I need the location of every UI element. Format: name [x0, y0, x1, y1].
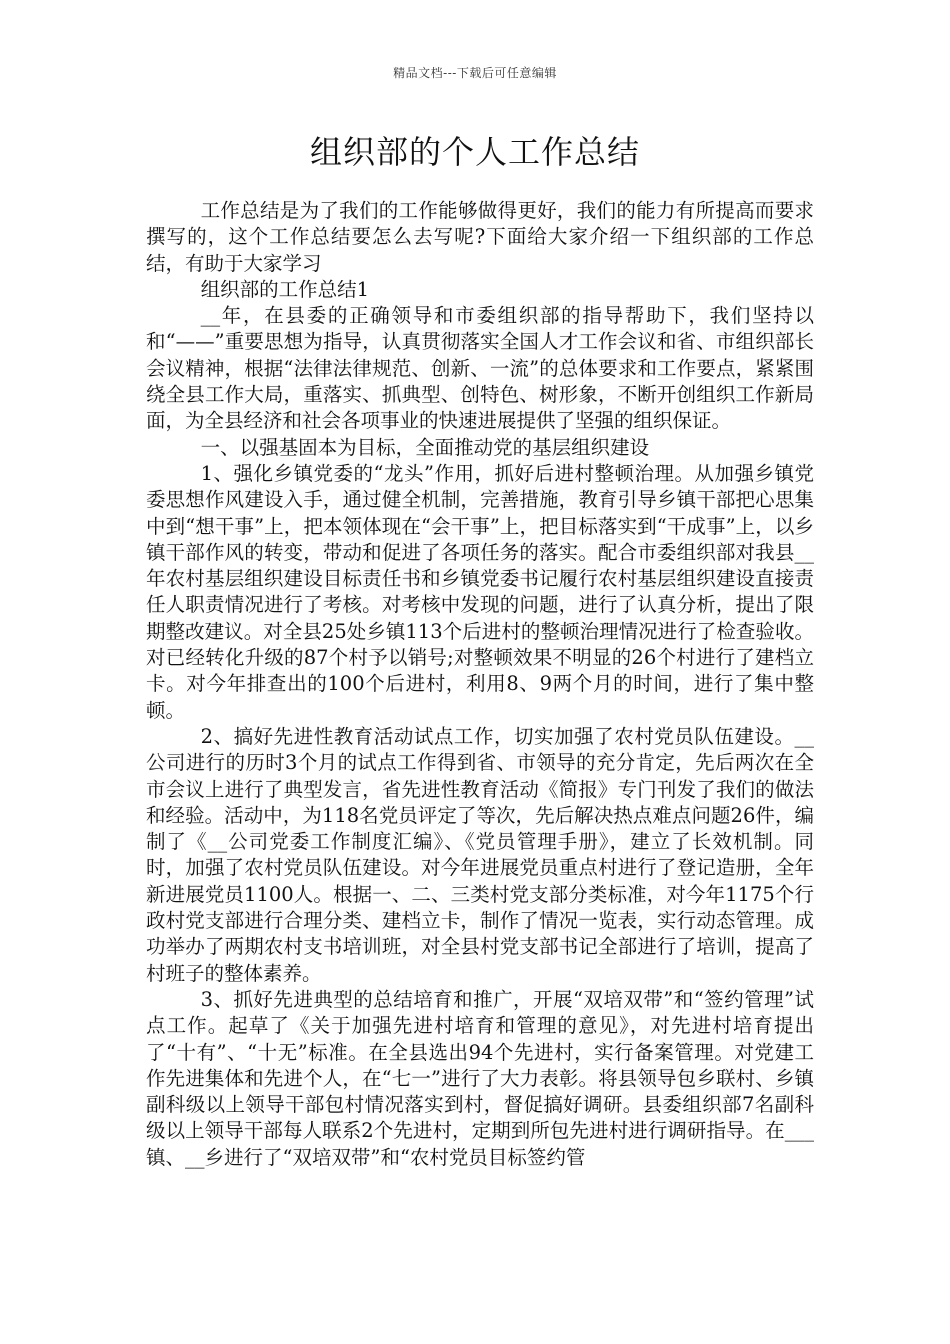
body-paragraph: 2、搞好先进性教育活动试点工作，切实加强了农村党员队伍建设。__公司进行的历时3个月的试点工作得到省、市领导的充分肯定，先后两次在全市会议上进行了典型发言，省先进性教育活动《简报》专门刊发了我们的做法和经验。活动中，为118名党员评定了等次，先后解决热点难点问题26件，编制了《__公司党委工作制度汇编》、《党员管理手册》，建立了长效机制。同时，加强了农村党员队伍建设。对今年进展党员重点村进行了登记造册，全年新进展党员1100人。根据一、二、三类村党支部分类标准，对今年1175个行政村党支部进行合理分类、建档立卡，制作了情况一览表，实行动态管理。成功举办了两期农村支书培训班，对全县村党支部书记全部进行了培训，提高了村班子的整体素养。 — [146, 724, 814, 985]
body-paragraph: __年，在县委的正确领导和市委组织部的指导帮助下，我们坚持以和“——”重要思想为指导，认真贯彻落实全国人才工作会议和省、市组织部长会议精神，根据“法律法律规范、创新、一流”的总体要求和工作要点，紧紧围绕全县工作大局，重落实、抓典型、创特色、树形象，不断开创组织工作新局面，为全县经济和社会各项事业的快速进展提供了坚强的组织保证。 — [146, 304, 814, 433]
body-paragraph: 1、强化乡镇党委的“龙头”作用，抓好后进村整顿治理。从加强乡镇党委思想作风建设入手，通过健全机制，完善措施，教育引导乡镇干部把心思集中到“想干事”上，把本领体现在“会干事”上，把目标落实到“干成事”上，以乡镇干部作风的转变，带动和促进了各项任务的落实。配合市委组织部对我县__年农村基层组织建设目标责任书和乡镇党委书记履行农村基层组织建设直接责任人职责情况进行了考核。对考核中发现的问题，进行了认真分析，提出了限期整改建议。对全县25处乡镇113个后进村的整顿治理情况进行了检查验收。对已经转化升级的87个村予以销号;对整顿效果不明显的26个村进行了建档立卡。对今年排查出的100个后进村，利用8、9两个月的时间，进行了集中整顿。 — [146, 461, 814, 722]
section-heading: 组织部的工作总结1 — [200, 277, 370, 301]
document-title: 组织部的个人工作总结 — [309, 133, 640, 171]
subsection-heading: 一、以强基固本为目标，全面推动党的基层组织建设 — [200, 435, 650, 459]
intro-paragraph: 工作总结是为了我们的工作能够做得更好，我们的能力有所提高而要求撰写的，这个工作总结要怎么去写呢?下面给大家介绍一下组织部的工作总结，有助于大家学习 — [146, 199, 814, 275]
body-paragraph: 3、抓好先进典型的总结培育和推广，开展“双培双带”和“签约管理”试点工作。起草了《关于加强先进村培育和管理的意见》，对先进村培育提出了“十有”、“十无”标准。在全县选出94个先进村，实行备案管理。对党建工作先进集体和先进个人，在“七一”进行了大力表彰。将县领导包乡联村、乡镇副科级以上领导干部包村情况落实到村，督促搞好调研。县委组织部7名副科级以上领导干部每人联系2个先进村，定期到所包先进村进行调研指导。在___镇、__乡进行了“双培双带”和“农村党员目标签约管 — [146, 987, 814, 1169]
document-body — [146, 198, 814, 1171]
header-note: 精品文档---下载后可任意编辑 — [393, 66, 557, 80]
